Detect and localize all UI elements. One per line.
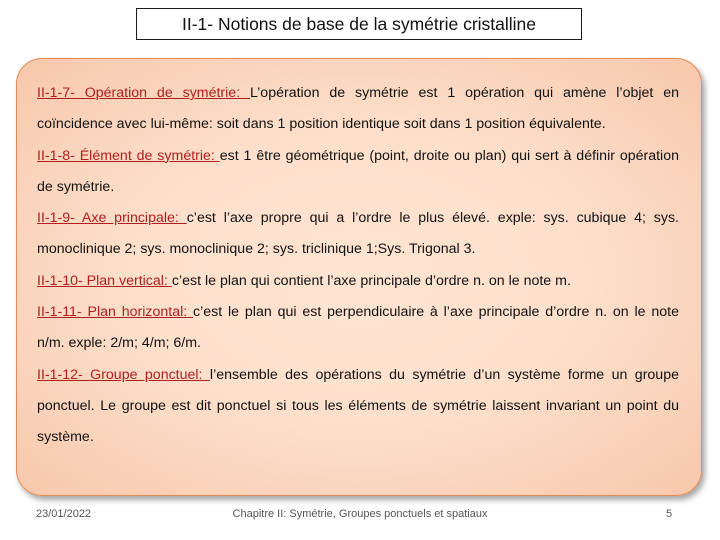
section-text: c’est le plan qui contient l’axe principale d’ordre n. on le note m. <box>171 272 571 289</box>
section-horizontal-plane <box>37 297 679 360</box>
section-text: L’opération de symétrie est 1 opération qui amène l’objet en coïncidence avec lui-même: soit dans 1 position identique soit dans 1 position équivalente. <box>37 85 680 133</box>
section-principal-axis <box>37 203 679 266</box>
section-vertical-plane <box>37 266 679 297</box>
footer-page-number: 5 <box>666 508 673 520</box>
section-text: c’est l’axe propre qui a l’ordre le plus élevé. exple: sys. cubique 4; sys. monoclinique 2; sys. monoclinique 2; sys. triclinique 1;Sys. Trigonal 3. <box>37 210 679 258</box>
section-heading: II-1-7- Opération de symétrie: <box>37 85 251 101</box>
content-text <box>37 78 679 454</box>
section-symmetry-element <box>37 141 679 204</box>
slide-title-box <box>136 8 582 40</box>
section-point-group <box>37 360 679 454</box>
footer-chapter: Chapitre II: Symétrie, Groupes ponctuels et spatiaux <box>232 508 488 520</box>
section-heading: II-1-11- Plan horizontal: <box>37 304 194 321</box>
section-text: l’ensemble des opérations du symétrie d’un système forme un groupe ponctuel. Le groupe est dit ponctuel si tous les éléments de symétrie laissent invariant un point du système. <box>37 366 679 446</box>
section-text: est 1 être géométrique (point, droite ou plan) qui sert à définir opération de symétrie. <box>37 147 679 195</box>
section-heading: II-1-9- Axe principale: <box>37 210 187 227</box>
section-symmetry-operation <box>37 78 679 141</box>
section-heading: II-1-10- Plan vertical: <box>37 272 172 289</box>
slide-title: II-1- Notions de base de la symétrie cristalline <box>181 13 537 34</box>
section-heading: II-1-12- Groupe ponctuel: <box>37 366 210 383</box>
footer-date: 23/01/2022 <box>36 508 92 520</box>
section-heading: II-1-8- Élément de symétrie: <box>37 147 220 164</box>
section-text: c’est le plan qui est perpendiculaire à l’axe principale d’ordre n. on le note n/m. exple: 2/m; 4/m; 6/m. <box>37 304 679 352</box>
